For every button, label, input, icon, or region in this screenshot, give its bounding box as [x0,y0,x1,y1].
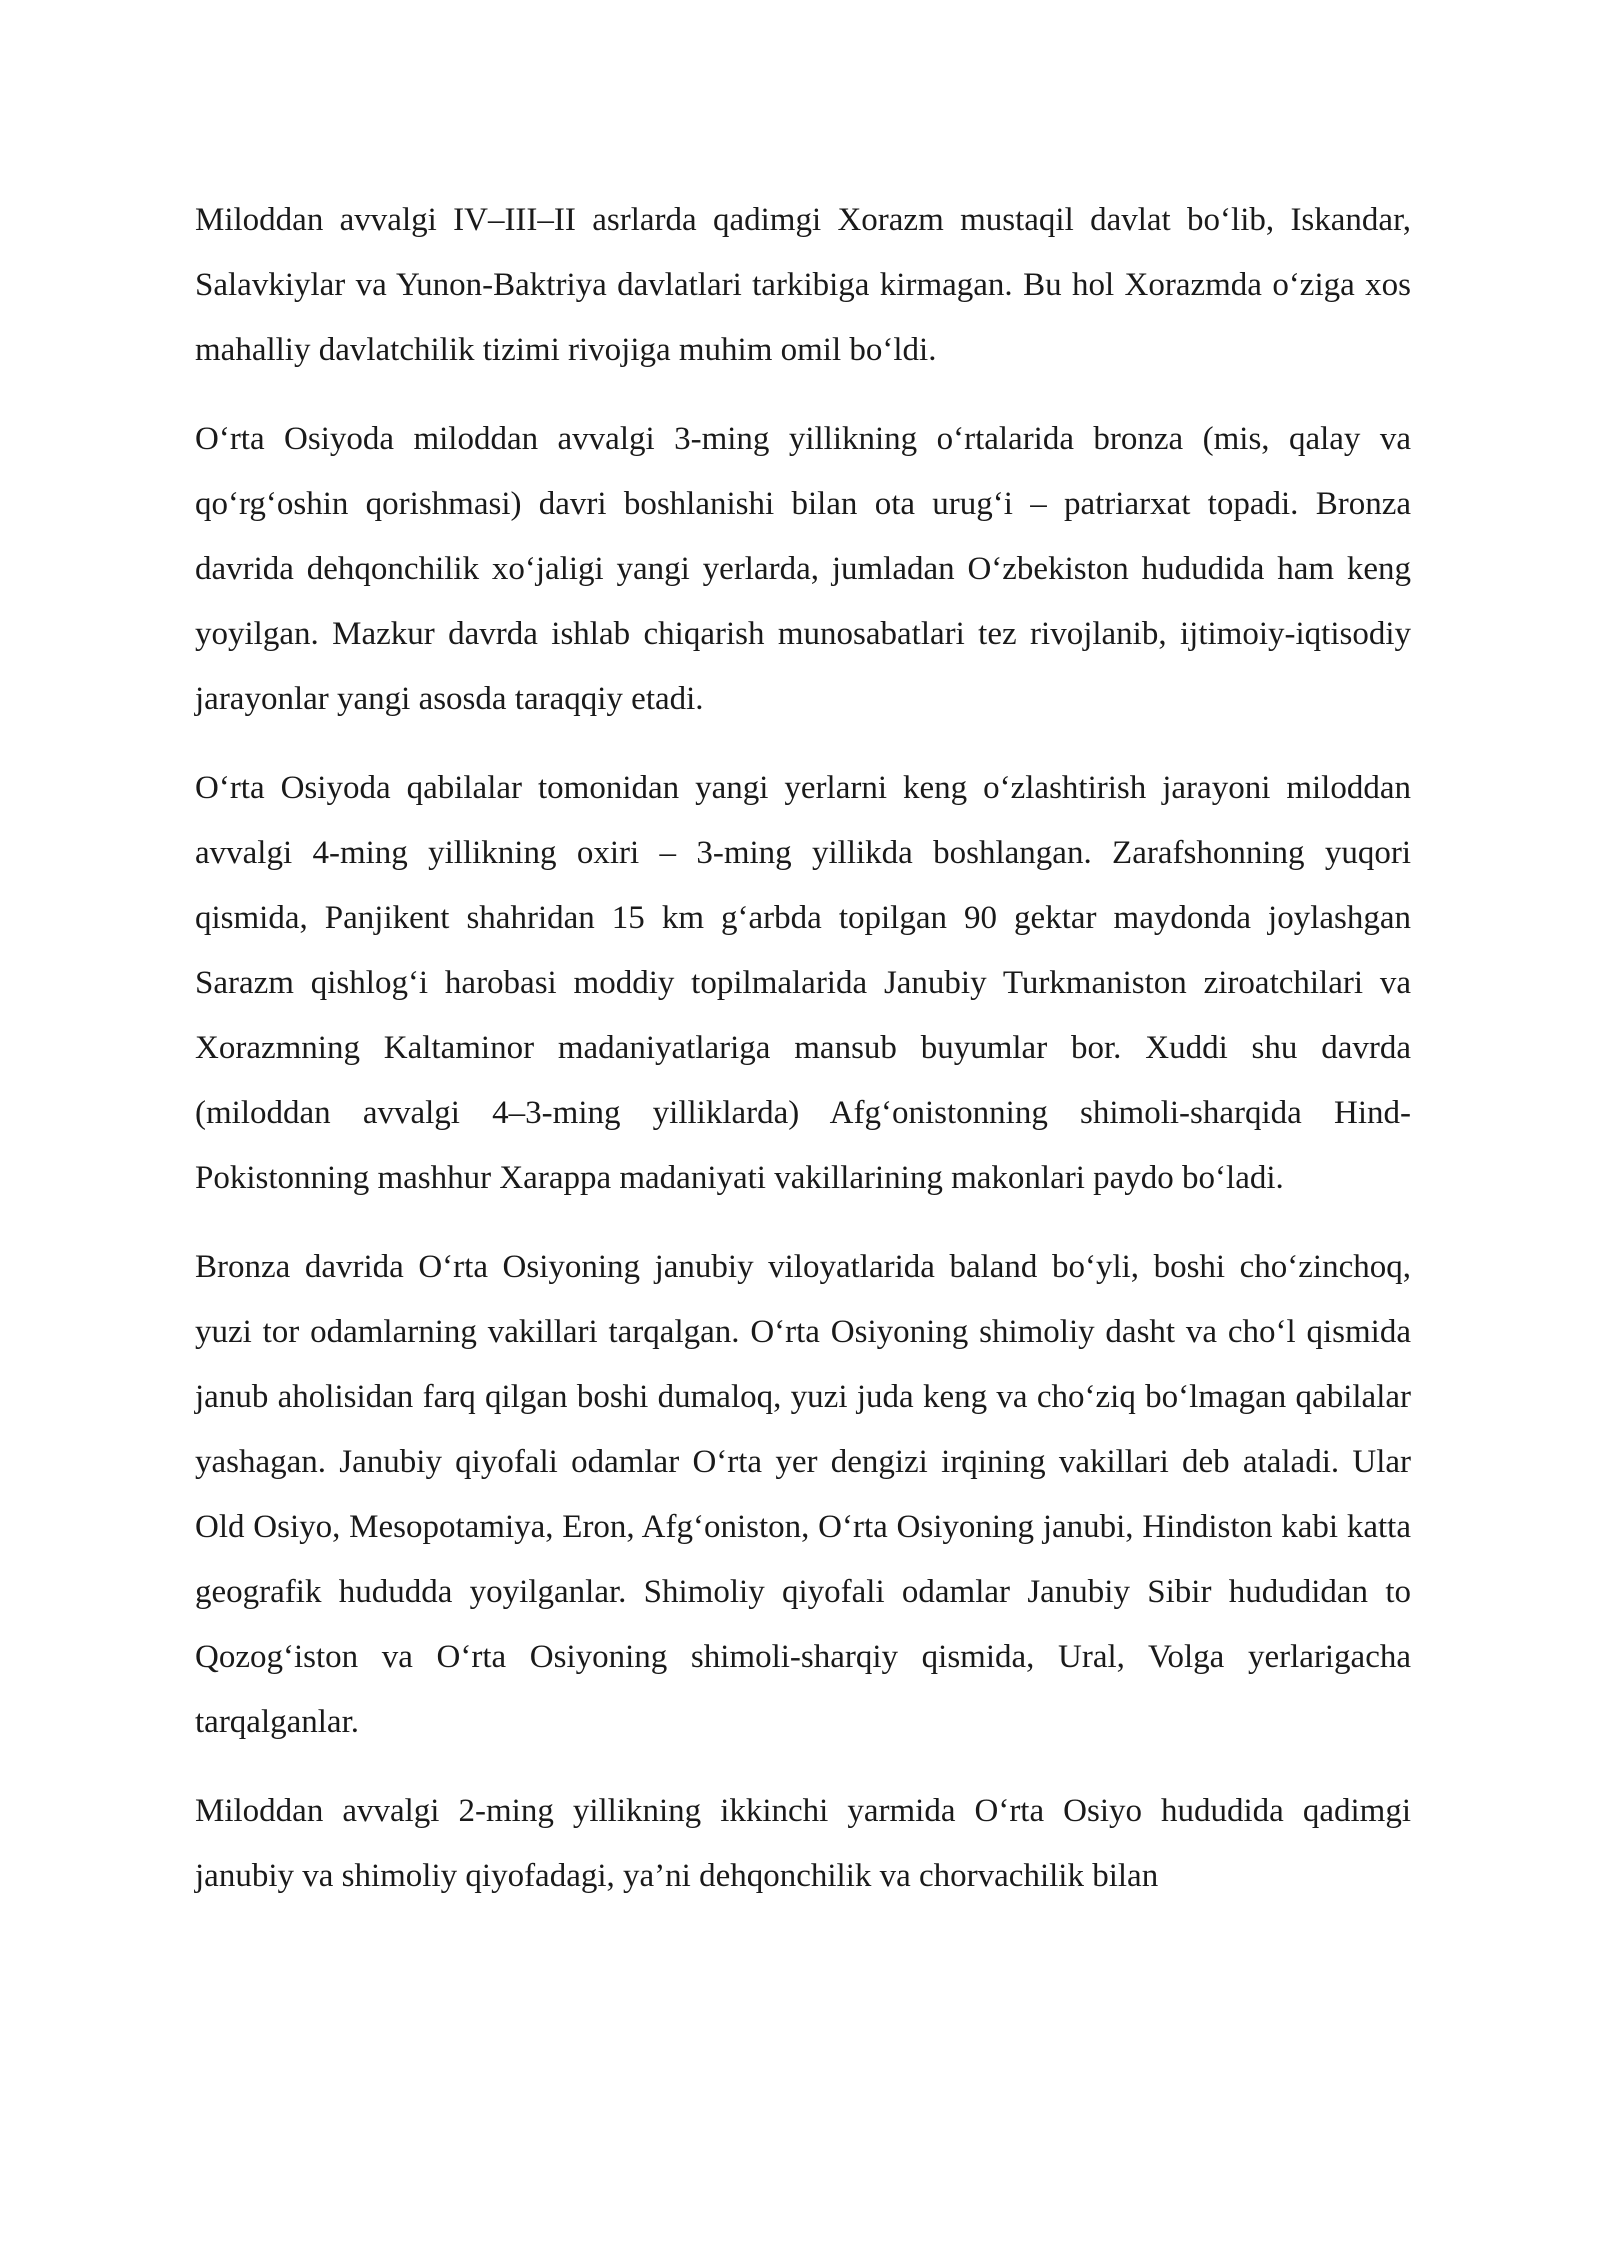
paragraph-5: Miloddan avvalgi 2-ming yillikning ikkinchi yarmida O‘rta Osiyo hududida qadimgi janubiy va shimoliy qiyofadagi, ya’ni dehqonchilik va chorvachilik bilan [195,1793,1411,1894]
paragraph-4: Bronza davrida O‘rta Osiyoning janubiy viloyatlarida baland bo‘yli, boshi cho‘zinchoq, yuzi tor odamlarning vakillari tarqalgan. O‘rta Osiyoning shimoliy dasht va cho‘l qismida janub aholisidan farq qilgan boshi dumaloq, yuzi juda keng va cho‘ziq bo‘lmagan qabilalar yashagan. Janubiy qiyofali odamlar O‘rta yer dengizi irqining vakillari deb ataladi. Ular Old Osiyo, Mesopotamiya, Eron, Afg‘oniston, O‘rta Osiyoning janubi, Hindiston kabi katta geografik hududda yoyilganlar. Shimoliy qiyofali odamlar Janubiy Sibir hududidan to Qozog‘iston va O‘rta Osiyoning shimoli-sharqiy qismida, Ural, Volga yerlarigacha tarqalganlar. [195,1249,1411,1740]
paragraph-1: Miloddan avvalgi IV–III–II asrlarda qadimgi Xorazm mustaqil davlat bo‘lib, Iskandar, Salavkiylar va Yunon-Baktriya davlatlari tarkibiga kirmagan. Bu hol Xorazmda o‘ziga xos mahalliy davlatchilik tizimi rivojiga muhim omil bo‘ldi. [195,202,1411,368]
document-page [195,188,1411,1933]
paragraph-3: O‘rta Osiyoda qabilalar tomonidan yangi yerlarni keng o‘zlashtirish jarayoni miloddan avvalgi 4-ming yillikning oxiri – 3-ming yillikda boshlangan. Zarafshonning yuqori qismida, Panjikent shahridan 15 km g‘arbda topilgan 90 gektar maydonda joylashgan Sarazm qishlog‘i harobasi moddiy topilmalarida Janubiy Turkmaniston ziroatchilari va Xorazmning Kaltaminor madaniyatlariga mansub buyumlar bor. Xuddi shu davrda (miloddan avvalgi 4–3-ming yilliklarda) Afg‘onistonning shimoli-sharqida Hind-Pokistonning mashhur Xarappa madaniyati vakillarining makonlari paydo bo‘ladi. [195,770,1411,1196]
paragraph-2: O‘rta Osiyoda miloddan avvalgi 3-ming yillikning o‘rtalarida bronza (mis, qalay va qo‘rg‘oshin qorishmasi) davri boshlanishi bilan ota urug‘i – patriarxat topadi. Bronza davrida dehqonchilik xo‘jaligi yangi yerlarda, jumladan O‘zbekiston hududida ham keng yoyilgan. Mazkur davrda ishlab chiqarish munosabatlari tez rivojlanib, ijtimoiy-iqtisodiy jarayonlar yangi asosda taraqqiy etadi. [195,421,1411,717]
